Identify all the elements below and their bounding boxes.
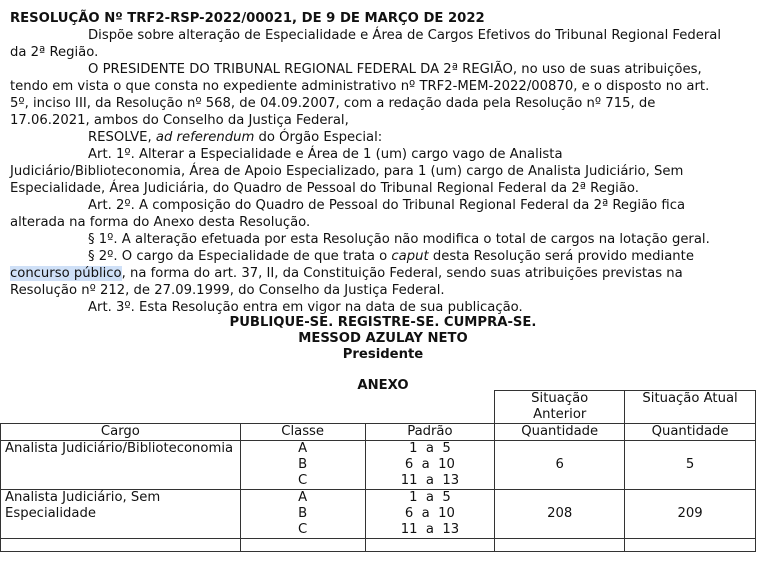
row-padroes — [365, 441, 495, 490]
classe-c: C — [298, 473, 308, 488]
header-current: Situação Atual — [625, 391, 756, 424]
ad-referendum: ad referendum — [155, 130, 255, 145]
row-cargo — [1, 490, 241, 539]
header-blank — [1, 391, 495, 424]
art1-line-1: Art. 1º. Alterar a Especialidade e Área de 1 (um) cargo vago de Analista — [88, 147, 563, 162]
col-padrao: Padrão — [365, 424, 495, 441]
classe-a: A — [298, 490, 308, 505]
row-quantidade-atual: 209 — [625, 490, 756, 539]
art2-line-1: Art. 2º. A composição do Quadro de Pessoal do Tribunal Regional Federal da 2ª Região fica — [88, 198, 686, 213]
table-row — [1, 490, 756, 539]
padrao-3: 11 a 13 — [400, 473, 460, 488]
resolve-word: RESOLVE, — [88, 130, 152, 145]
preamble-line-1: O PRESIDENTE DO TRIBUNAL REGIONAL FEDERAL DA 2ª REGIÃO, no uso de suas atribuições, — [88, 62, 702, 77]
row-quantidade-atual: 5 — [625, 441, 756, 490]
resolve-line — [88, 129, 382, 146]
row-quantidade-anterior: 6 — [495, 441, 625, 490]
art2-line-2: alterada na forma do Anexo desta Resolução. — [10, 215, 311, 230]
row-padroes — [365, 490, 495, 539]
art1-line-2: Judiciário/Biblioteconomia, Área de Apoio Especializado, para 1 (um) cargo de Analista Judiciário, Sem — [10, 164, 684, 179]
signer-role: Presidente — [342, 347, 424, 362]
ementa-line-2: da 2ª Região. — [10, 45, 99, 60]
col-classe: Classe — [240, 424, 365, 441]
cargo-line-2: Especialidade — [5, 506, 96, 521]
classe-b: B — [298, 457, 308, 472]
table-header-row — [1, 424, 756, 441]
art3-line: Art. 3º. Esta Resolução entra em vigor na data de sua publicação. — [88, 300, 523, 315]
cargo-line-1: Analista Judiciário, Sem — [5, 490, 161, 505]
empty-cell — [625, 539, 756, 552]
padrao-3: 11 a 13 — [400, 522, 460, 537]
col-quantidade-atual: Quantidade — [625, 424, 756, 441]
padrao-2: 6 a 10 — [404, 457, 455, 472]
table-header-row-top — [1, 391, 756, 424]
resolution-title: RESOLUÇÃO Nº TRF2-RSP-2022/00021, DE 9 DE MARÇO DE 2022 — [10, 11, 485, 26]
header-previous-line-2: Anterior — [533, 407, 587, 422]
par2-end: desta Resolução será provido mediante — [432, 249, 694, 264]
row-quantidade-anterior: 208 — [495, 490, 625, 539]
col-cargo: Cargo — [1, 424, 241, 441]
row-classes — [240, 490, 365, 539]
preamble-line-2: tendo em vista o que consta no expediente administrativo nº TRF2-MEM-2022/00870, e o disposto no art. — [10, 79, 710, 94]
classe-a: A — [298, 441, 308, 456]
par2-line2-rest: , na forma do art. 37, II, da Constituição Federal, sendo suas atribuições previstas na — [121, 266, 683, 281]
caput-word: caput — [391, 249, 429, 264]
annex-title: ANEXO — [357, 378, 409, 393]
classe-b: B — [298, 506, 308, 521]
padrao-2: 6 a 10 — [404, 506, 455, 521]
header-previous-line-1: Situação — [531, 391, 589, 406]
classe-c: C — [298, 522, 308, 537]
row-cargo — [1, 441, 241, 490]
empty-cell — [1, 539, 241, 552]
paragraph-2-line-3: Resolução nº 212, de 27.09.1999, do Conselho da Justiça Federal. — [10, 283, 445, 298]
paragraph-2-line-1 — [88, 248, 694, 265]
signer-name: MESSOD AZULAY NETO — [298, 331, 468, 346]
table-row — [1, 441, 756, 490]
paragraph-1: § 1º. A alteração efetuada por esta Resolução não modifica o total de cargos na lotação geral. — [88, 232, 710, 247]
padrao-1: 1 a 5 — [409, 441, 451, 456]
art1-line-3: Especialidade, Área Judiciária, do Quadro de Pessoal do Tribunal Regional Federal da 2ª Região. — [10, 181, 639, 196]
empty-cell — [495, 539, 625, 552]
annex-table — [0, 390, 756, 552]
par2-start: § 2º. O cargo da Especialidade de que trata o — [88, 249, 388, 264]
selected-text[interactable]: concurso público — [10, 266, 122, 281]
publique-line: PUBLIQUE-SE. REGISTRE-SE. CUMPRA-SE. — [229, 315, 537, 330]
padrao-1: 1 a 5 — [409, 490, 451, 505]
empty-cell — [365, 539, 495, 552]
preamble-line-4: 17.06.2021, ambos do Conselho da Justiça Federal, — [10, 113, 349, 128]
cargo-line-1: Analista Judiciário/Biblioteconomia — [5, 441, 234, 456]
resolve-tail: do Órgão Especial: — [258, 130, 383, 145]
preamble-line-3: 5º, inciso III, da Resolução nº 568, de 04.09.2007, com a redação dada pela Resolução nº 715, de — [10, 96, 656, 111]
row-classes — [240, 441, 365, 490]
empty-cell — [240, 539, 365, 552]
table-row-empty — [1, 539, 756, 552]
paragraph-2-line-2 — [10, 265, 683, 282]
col-quantidade-anterior: Quantidade — [495, 424, 625, 441]
ementa-line-1: Dispõe sobre alteração de Especialidade e Área de Cargos Efetivos do Tribunal Regional Federal — [88, 28, 722, 43]
header-previous — [495, 391, 625, 424]
